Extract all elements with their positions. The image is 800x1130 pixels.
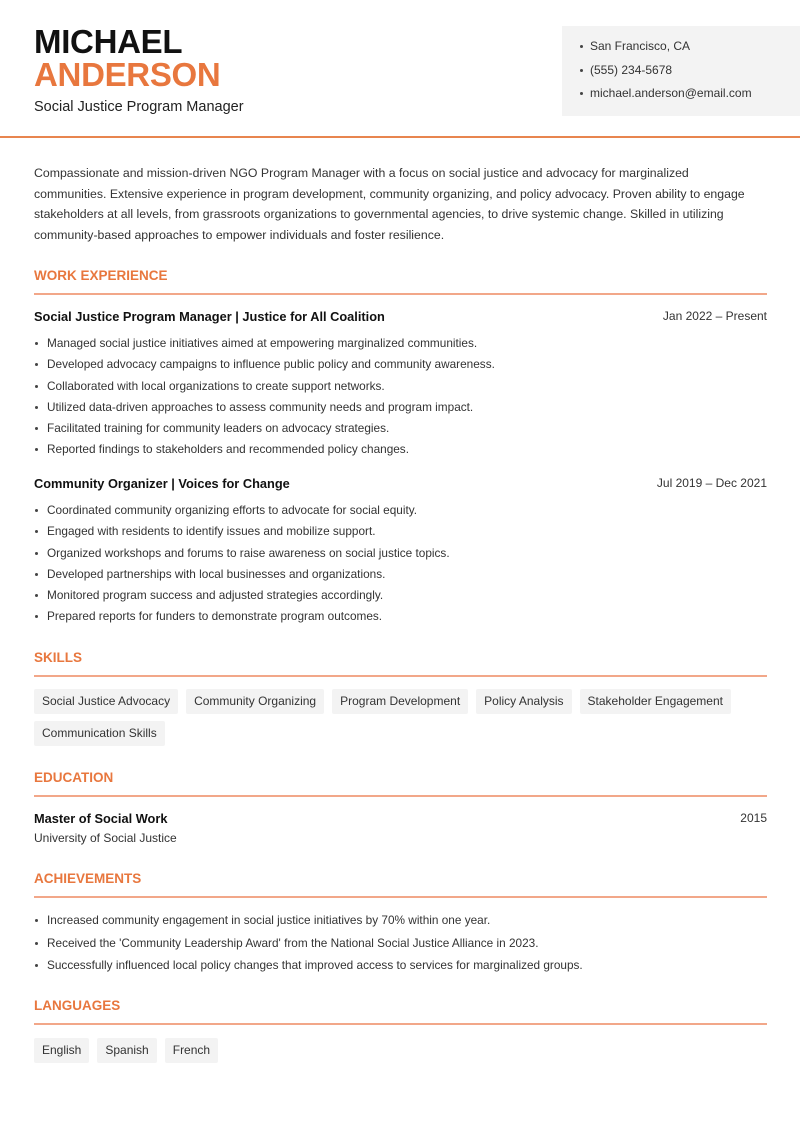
list-item: Developed advocacy campaigns to influence public policy and community awareness. <box>34 356 767 377</box>
language-chip: French <box>165 1038 218 1063</box>
contact-location: San Francisco, CA <box>562 38 800 62</box>
education-year: 2015 <box>740 811 767 825</box>
education-degree: Master of Social Work <box>34 811 168 826</box>
list-item: Increased community engagement in social justice initiatives by 70% within one year. <box>34 912 767 935</box>
skills-list <box>34 689 774 753</box>
contact-phone: (555) 234-5678 <box>562 62 800 86</box>
job-role: Community Organizer | Voices for Change <box>34 476 290 491</box>
list-item: Managed social justice initiatives aimed at empowering marginalized communities. <box>34 335 767 356</box>
list-item: Developed partnerships with local businesses and organizations. <box>34 566 767 587</box>
language-chip: English <box>34 1038 89 1063</box>
section-title-work: WORK EXPERIENCE <box>34 268 168 283</box>
job-dates: Jan 2022 – Present <box>662 309 767 323</box>
section-divider <box>34 795 767 797</box>
job-bullets <box>34 335 767 463</box>
section-title-skills: SKILLS <box>34 650 83 665</box>
list-item: Reported findings to stakeholders and recommended policy changes. <box>34 441 767 462</box>
section-divider <box>34 293 767 295</box>
section-title-achievements: ACHIEVEMENTS <box>34 871 142 886</box>
section-title-languages: LANGUAGES <box>34 998 121 1013</box>
skill-chip: Social Justice Advocacy <box>34 689 178 714</box>
languages-list <box>34 1038 774 1070</box>
list-item: Prepared reports for funders to demonstrate program outcomes. <box>34 608 767 629</box>
skill-chip: Community Organizing <box>186 689 324 714</box>
list-item: Organized workshops and forums to raise awareness on social justice topics. <box>34 545 767 566</box>
job-dates: Jul 2019 – Dec 2021 <box>656 476 767 490</box>
contact-email: michael.anderson@email.com <box>562 85 800 109</box>
contact-box <box>562 26 800 116</box>
education-school: University of Social Justice <box>34 831 177 845</box>
job-header <box>34 309 767 327</box>
resume-header <box>0 0 800 138</box>
list-item: Received the 'Community Leadership Award' from the National Social Justice Alliance in 2023. <box>34 935 767 958</box>
job-role: Social Justice Program Manager | Justice for All Coalition <box>34 309 385 324</box>
section-divider <box>34 896 767 898</box>
first-name: MICHAEL <box>34 23 183 60</box>
list-item: Engaged with residents to identify issues and mobilize support. <box>34 523 767 544</box>
section-divider <box>34 675 767 677</box>
section-title-education: EDUCATION <box>34 770 114 785</box>
list-item: Utilized data-driven approaches to assess community needs and program impact. <box>34 399 767 420</box>
job-title: Social Justice Program Manager <box>34 99 244 115</box>
list-item: Successfully influenced local policy changes that improved access to services for marginalized groups. <box>34 957 767 980</box>
education-header <box>34 811 767 829</box>
list-item: Facilitated training for community leaders on advocacy strategies. <box>34 420 767 441</box>
skill-chip: Program Development <box>332 689 468 714</box>
achievements-list <box>34 912 767 980</box>
skill-chip: Policy Analysis <box>476 689 571 714</box>
skill-chip: Stakeholder Engagement <box>580 689 731 714</box>
list-item: Coordinated community organizing efforts to advocate for social equity. <box>34 502 767 523</box>
job-bullets <box>34 502 767 630</box>
section-divider <box>34 1023 767 1025</box>
job-header <box>34 476 767 494</box>
list-item: Collaborated with local organizations to create support networks. <box>34 378 767 399</box>
last-name: ANDERSON <box>34 56 221 93</box>
summary-paragraph: Compassionate and mission-driven NGO Program Manager with a focus on social justice and advocacy for marginalized communities. Extensive experience in program development, community organizing, and policy advocacy. Proven ability to engage stakeholders at all levels, from grassroots organizations to governmental agencies, to drive systemic change. Skilled in utilizing community-based approaches to empower individuals and foster resilience. <box>34 166 745 243</box>
skill-chip: Communication Skills <box>34 721 165 746</box>
language-chip: Spanish <box>97 1038 156 1063</box>
list-item: Monitored program success and adjusted strategies accordingly. <box>34 587 767 608</box>
